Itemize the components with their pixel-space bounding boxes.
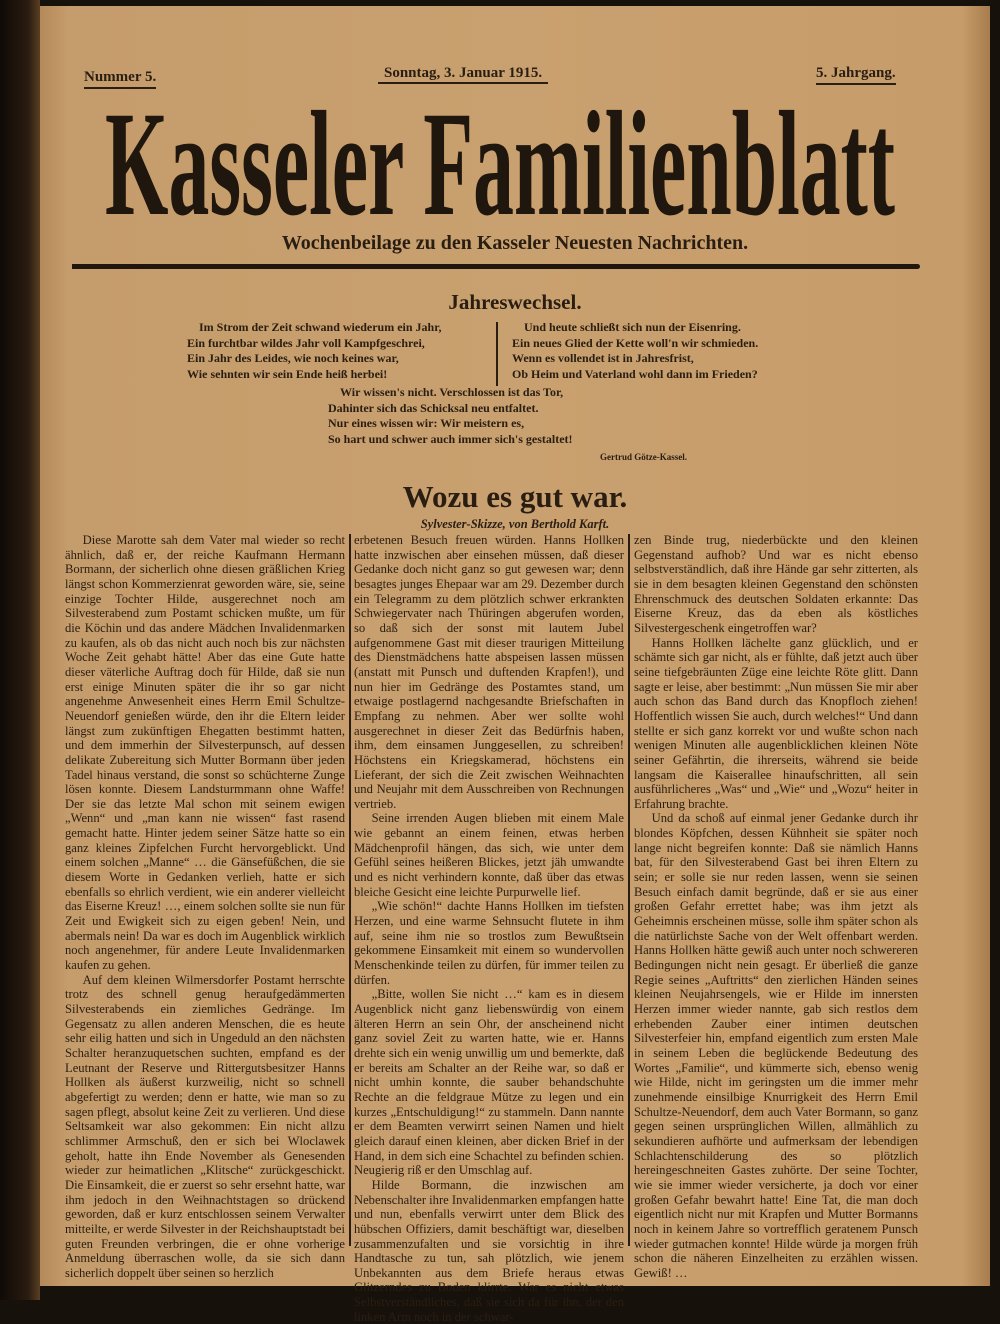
article-column-1: [65, 533, 345, 1280]
poem-line: Wie sehnten wir sein Ende heiß herbei!: [187, 366, 388, 381]
column-divider: [628, 534, 630, 1246]
masthead-title: Kasseler Familienblatt: [105, 92, 895, 232]
poem-line: Ob Heim und Vaterland wohl dann im Frieden?: [512, 366, 758, 381]
poem-line: Im Strom der Zeit schwand wiederum ein Jahr,: [199, 320, 442, 334]
poem-line: Ein Jahr des Leides, wie noch keines war,: [187, 351, 399, 365]
poem-stanza-2: [512, 320, 758, 382]
poem-title: Jahreswechsel.: [448, 290, 582, 314]
article-column-2: [354, 533, 624, 1324]
newspaper-page: [40, 6, 990, 1324]
issue-date: Sonntag, 3. Januar 1915.: [378, 64, 548, 84]
paragraph: erbetenen Besuch freuen würden. Hanns Hollken hatte inzwischen aber einsehen müssen, daß dieser Gedanke doch nicht ganz so gut gewesen war; denn besagtes junges Ehepaar war am 29. Dezember durch ein Telegramm zu dem plötzlich schwer erkrankten Schwiegervater nach Thüringen abgerufen worden, so daß sich der sonst mit lautem Jubel aufgenommene Gast mit dieser traurigen Mitteilung des Dienstmädchens hatte abspeisen lassen müssen (anstatt mit Punsch und duftenden Krapfen!), und nun hier im Gedränge des Postamtes stand, um etwaige postlagernd nachgesandte Briefschaften in Empfang zu nehmen. Aber wer sollte wohl ausgerechnet in dieser Zeit das Bedürfnis haben, ihm, dem einsamen Junggesellen, zu schreiben! Höchstens ein Kriegskamerad, höchstens ein Lieferant, der sich die Zeit zwischen Weihnachten und Neujahr mit dem Ausschreiben von Rechnungen vertrieb.: [354, 533, 624, 811]
paragraph: Diese Marotte sah dem Vater mal wieder so recht ähnlich, daß er, der reiche Kaufmann Hermann Bormann, der sicherlich ohne diesen gräßlichen Krieg längst schon Kommerzienrat geworden wäre, sie, seine einzige Tochter Hilde, ausgerechnet noch am Silvesterabend zum Postamt schicken mußte, um für die Köchin und das andere Mädchen Invalidenmarken zu kaufen, als ob das nicht auch noch bis zur nächsten Woche Zeit gehabt hätte! Aber das eine Gute hatte dieser väterliche Auftrag doch für Hilde, daß sie nun erst einige Minuten später die ihr so gar nicht angenehme Anwesenheit eines Herrn Emil Schultze-Neuendorf genießen würde, den ihr die Eltern leider längst zum zukünftigen Ehegatten bestimmt hatten, und dem immerhin der Silvesterpunsch, auf dessen delikate Zubereitung sich Mutter Bormann über jeden Tadel hinaus verstand, die sonst so schüchterne Zunge lösen konnte. Diesem Landsturmmann ohne Waffe! Der sie das letzte Mal schon mit seinem ewigen „Wenn“ und „man kann nie wissen“ fast rasend gemacht hatte. Hinter jedem seiner Sätze hatte so ein ganz kleines Zipfelchen Furcht hervorgeblickt. Und einem solchen „Manne“ … die Gänsefüßchen, die sie diesem Worte in Gedanken verlieh, hatte er sich ebenfalls so ehrlich verdient, wie ein anderer vielleicht das Eiserne Kreuz! …, einem solchen sollte sie nun für Zeit und Ewigkeit sich zu eigen geben! Nein, und abermals nein! Da war es doch im Augenblick wirklich noch angenehmer, für andere Leute Invalidenmarken kaufen zu gehen.: [65, 533, 345, 973]
paragraph: Auf dem kleinen Wilmersdorfer Postamt herrschte trotz des schnell genug heraufgedämmerten Silvesterabends ein ziemliches Gedränge. Im Gegensatz zu allen anderen Menschen, die es heute sehr eilig hatten und sich in Ungeduld an den nächsten Schalter heranzuquetschen suchten, empfand es der Leutnant der Reserve und Rittergutsbesitzer Hanns Hollken als äußerst kurzweilig, nicht so schnell abgefertigt zu werden; denn er hatte, wie man so zu sagen pflegt, absolut keine Zeit zu verlieren. Und diese Seltsamkeit war also gekommen: Ein nicht allzu schlimmer Armschuß, den er sich bei Wloclawek geholt, hatte ihn Ende November als Genesenden wieder zur heimatlichen „Klitsche“ zurückgeschickt. Die Einsamkeit, die er zuerst so sehr ersehnt hatte, war ihm jedoch in den Weihnachtstagen so drückend geworden, daß er kurz entschlossen seinem Verwalter mitteilte, er werde Silvester in der Reichshauptstadt bei guten Freunden verbringen, die er ohne vorherige Anmeldung überraschen wolle, da sie sich dann sicherlich doppelt über seinen so herzlich: [65, 972, 345, 1280]
poem-line: So hart und schwer auch immer sich's gestaltet!: [328, 431, 573, 446]
paragraph: Hilde Bormann, die inzwischen am Nebenschalter ihre Invalidenmarken empfangen hatte und nun, ebenfalls verwirrt unter dem Blick des hübschen Offiziers, damit beschäftigt war, dieselben zusammenzufalten und sie vorsichtig in ihre Handtasche zu tun, sah plötzlich, wie jenem Unbekannten aus dem Briefe heraus etwas Glitzerndes zu Boden klirrte. War es nicht etwas Selbstverständliches, daß sie sich da für ihn, der den linken Arm noch in der schwar-: [354, 1177, 624, 1324]
masthead: [105, 92, 895, 232]
poem-stanza-1: [187, 320, 441, 382]
poem-line: Ein furchtbar wildes Jahr voll Kampfgeschrei,: [187, 335, 425, 350]
volume-number: 5. Jahrgang.: [816, 64, 896, 85]
article-column-3: [634, 533, 918, 1280]
article-title: Wozu es gut war.: [402, 479, 628, 514]
poem-line: Nur eines wissen wir: Wir meistern es,: [328, 416, 525, 430]
paragraph: „Bitte, wollen Sie nicht …“ kam es in diesem Augenblick nicht ganz liebenswürdig von einem älteren Herrn an sein Ohr, der anscheinend nicht ganz soviel Zeit zu warten hatte, wie er. Hanns drehte sich ein wenig unwillig um und bemerkte, daß er bereits am Schalter an der Reihe war, so daß er nicht umhin konnte, die sauber behandschuhte Rechte an die feldgraue Mütze zu legen und ein kurzes „Entschuldigung!“ zu stammeln. Dann nannte er dem Beamten verwirrt seinen Namen und hielt gleich darauf einen kleinen, aber dicken Brief in der Hand, in dem sich eine Schachtel zu befinden schien. Neugierig riß er den Umschlag auf.: [354, 987, 624, 1178]
article-subtitle: Sylvester-Skizze, von Berthold Karft.: [420, 517, 610, 531]
book-binding-edge: [0, 0, 40, 1300]
paragraph: „Wie schön!“ dachte Hanns Hollken im tiefsten Herzen, und eine warme Sehnsucht flutete in ihm auf, seine ihm nie so trostlos zum Bewußtsein gekommene Einsamkeit mit einem so wundervollen Menschenkinde teilen zu dürfen, für immer teilen zu dürfen.: [354, 899, 624, 987]
poem-line: Ein neues Glied der Kette woll'n wir schmieden.: [512, 335, 759, 350]
paragraph: Und da schoß auf einmal jener Gedanke durch ihr blondes Köpfchen, dessen Kühnheit sie später noch lange nicht begreifen konnte: Daß sie nämlich Hanns bat, für den Silvesterabend Gast bei ihren Eltern zu sein; er solle sie nur reden lassen, wenn sie seinen Besuch einfach damit begründe, daß er sie aus einer großen Gefahr errettet habe; was ihm jetzt als Geheimnis erscheinen müsse, solle ihm später schon als die natürlichste Sache von der Welt offenbart werden. Hanns Hollken hätte gewiß auch unter noch schwereren Bedingungen nicht nein gesagt. Er überließ die ganze Regie seines „Auftritts“ den zierlichen Händen seines kleinen Neujahrsengels, wie er Hilde im innersten Herzen immer wieder nannte, gab sich restlos dem erhebenden Zauber einer intimen deutschen Silvesterfeier hin, empfand eigentlich zum ersten Male in seinem Leben die beglückende Bedeutung des Wortes „Familie“, und kümmerte sich, ebenso wenig wie Hilde, nicht im geringsten um die immer mehr zunehmende einsilbige Knurrigkeit des Herrn Emil Schultze-Neuendorf, dem auch Vater Bormann, so ganz gegen seinen ursprünglichen Willen, allmählich zu sekundieren aufhörte und aufmerksam der lebendigen Schlachtenschilderung des so plötzlich hereingeschneiten Gastes zuhörte. Der seine Tochter, wie sie immer wieder versicherte, ja doch vor einer großen Gefahr bewahrt hatte! Eine Tat, die man doch eigentlich nicht nur mit Krapfen und Mutter Bormanns noch in keinem Jahre so vortrefflich geratenem Punsch wieder gutmachen konnte! Hilde würde ja morgen früh schon die näheren Einzelheiten zu erzählen wissen. Gewiß! …: [634, 811, 918, 1280]
masthead-rule: [72, 264, 920, 269]
paragraph: zen Binde trug, niederbückte und den kleinen Gegenstand aufhob? Und war es nicht ebenso selbstverständlich, daß ihre Hände gar sehr zitterten, als sie in dem besagten kleinen Gegenstand den schönsten Ehrenschmuck des deutschen Soldaten erkannte: Das Eiserne Kreuz, das da eben als köstliches Silvestergeschenk eingetroffen war?: [634, 533, 918, 635]
paragraph: Seine irrenden Augen blieben mit einem Male wie gebannt an einem feinen, etwas herben Mädchenprofil hängen, das sich, wie unter dem Gefühl seines heißeren Blickes, jetzt jäh umwandte und es nicht verhindern konnte, daß über das etwas bleiche Gesicht eine leichte Purpurwelle lief.: [354, 811, 624, 899]
poem-divider: [496, 322, 498, 386]
poem-line: Wenn es vollendet ist in Jahresfrist,: [512, 351, 694, 365]
poem-line: Dahinter sich das Schicksal neu entfaltet.: [328, 400, 539, 415]
issue-number: Nummer 5.: [84, 68, 156, 89]
masthead-subtitle: Wochenbeilage zu den Kasseler Neuesten Nachrichten.: [281, 232, 749, 254]
poem-stanza-3: [328, 385, 573, 447]
paragraph: Hanns Hollken lächelte ganz glücklich, und er schämte sich gar nicht, als er fühlte, daß jetzt auch über seine tiefgebräunten Züge eine leichte Röte glitt. Dann sagte er leise, aber bestimmt: „Nun müssen Sie mir aber auch schon das Band durch das Knopfloch ziehen! Hoffentlich wissen Sie auch, durch welches!“ Und dann stellte er sich ganz korrekt vor und wußte schon nach wenigen Minuten alle augenblicklichen kleinen Nöte seiner Gefährtin, die ihrerseits, während sie beide langsam die Kaiserallee hinaufschritten, all sein ausführlicheres „Was“ und „Wie“ und „Wozu“ heiter in Erfahrung brachte.: [634, 635, 918, 811]
column-divider: [349, 534, 351, 1246]
poem-line: Und heute schließt sich nun der Eisenring.: [524, 320, 741, 334]
poem-line: Wir wissen's nicht. Verschlossen ist das Tor,: [340, 385, 564, 399]
poem-author: Gertrud Götze-Kassel.: [600, 452, 687, 462]
